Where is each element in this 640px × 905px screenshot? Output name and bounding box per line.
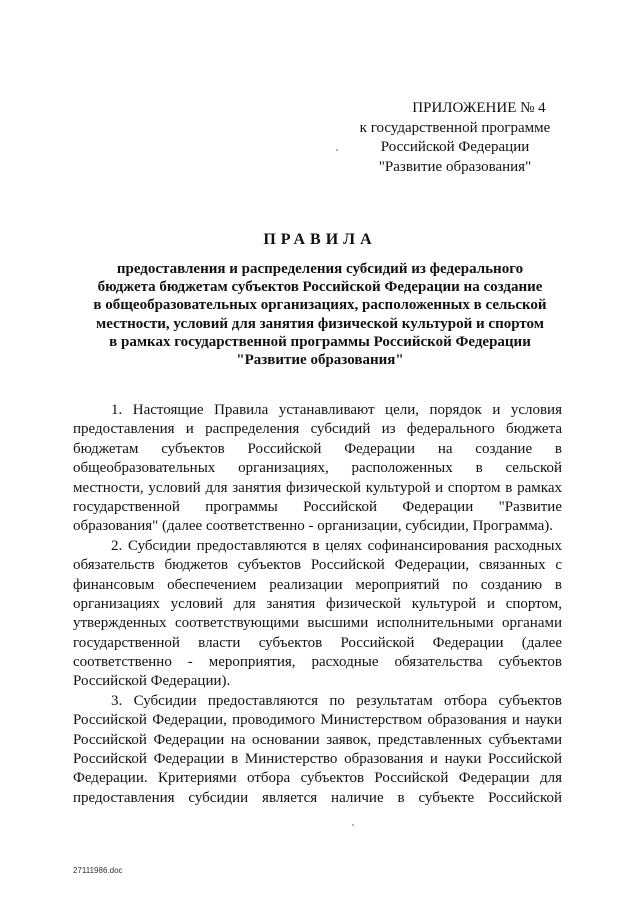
paragraph-line: образования" (далее соответственно - организации, субсидии, Программа). bbox=[73, 518, 554, 535]
appendix-line-program: к государственной программе bbox=[359, 119, 551, 136]
document-body bbox=[73, 401, 562, 808]
paragraph-line: предоставления субсидии является наличие в субъекте Российской bbox=[73, 789, 562, 806]
paragraph-line: соответственно - мероприятия, расходные обязательства субъектов bbox=[73, 654, 562, 671]
footer-filename: 27111986.doc bbox=[73, 866, 123, 875]
paragraph-line: Российской Федерации). bbox=[73, 673, 231, 690]
document-title: ПРАВИЛА bbox=[263, 231, 377, 248]
paragraph-line: бюджетам субъектов Российской Федерации на создание в bbox=[73, 440, 562, 457]
paragraph-line: организациях условий для занятия физической культурой и спортом, bbox=[73, 595, 562, 612]
paragraph-line: Российской Федерации в Министерство образования и науки Российской bbox=[73, 751, 562, 768]
paragraph-line: общеобразовательных организациях, расположенных в сельской bbox=[73, 460, 562, 477]
scan-speck bbox=[352, 824, 354, 826]
appendix-number: ПРИЛОЖЕНИЕ № 4 bbox=[412, 100, 546, 116]
paragraph-line: местности, условий для занятия физической культурой и спортом в рамках bbox=[73, 479, 562, 496]
paragraph-line: финансовым обеспечением реализации мероприятий по созданию в bbox=[73, 576, 562, 593]
paragraph-line: утвержденных соответствующими высшими исполнительными органами bbox=[73, 615, 562, 632]
subtitle-line: предоставления и распределения субсидий из федерального bbox=[116, 261, 524, 277]
paragraph-line: 3. Субсидии предоставляются по результатам отбора субъектов bbox=[111, 692, 562, 709]
document-subtitle bbox=[60, 260, 580, 369]
paragraph-3 bbox=[73, 692, 562, 808]
subtitle-line: "Развитие образования" bbox=[236, 352, 404, 369]
paragraph-2 bbox=[73, 537, 562, 692]
appendix-header bbox=[330, 99, 580, 177]
paragraph-line: государственной программы Российской Федерации "Развитие bbox=[73, 498, 562, 515]
scan-speck bbox=[336, 149, 338, 151]
paragraph-line: обязательств бюджетов субъектов Российской Федерации, связанных с bbox=[73, 557, 562, 574]
subtitle-line: бюджета бюджетам субъектов Российской Федерации на создание bbox=[97, 279, 543, 296]
paragraph-1 bbox=[73, 401, 562, 537]
appendix-line-country: Российской Федерации bbox=[380, 139, 530, 155]
paragraph-line: государственной власти субъектов Российской Федерации (далее bbox=[73, 634, 562, 651]
subtitle-line: в рамках государственной программы Российской Федерации bbox=[109, 333, 531, 350]
paragraph-line: 2. Субсидии предоставляются в целях софинансирования расходных bbox=[111, 537, 562, 554]
paragraph-line: предоставления и распределения субсидий из федерального бюджета bbox=[73, 421, 562, 438]
paragraph-line: Российской Федерации на основании заявок, представленных субъектами bbox=[73, 731, 562, 748]
paragraph-line: Российской Федерации, проводимого Министерством образования и науки bbox=[73, 712, 562, 729]
subtitle-line: местности, условий для занятия физической культурой и спортом bbox=[96, 315, 544, 332]
subtitle-line: в общеобразовательных организациях, расположенных в сельской bbox=[93, 297, 547, 314]
paragraph-line: Федерации. Критериями отбора субъектов Российской Федерации для bbox=[73, 770, 562, 787]
paragraph-line: 1. Настоящие Правила устанавливают цели, порядок и условия bbox=[111, 402, 562, 418]
appendix-line-program-name: "Развитие образования" bbox=[378, 158, 532, 175]
